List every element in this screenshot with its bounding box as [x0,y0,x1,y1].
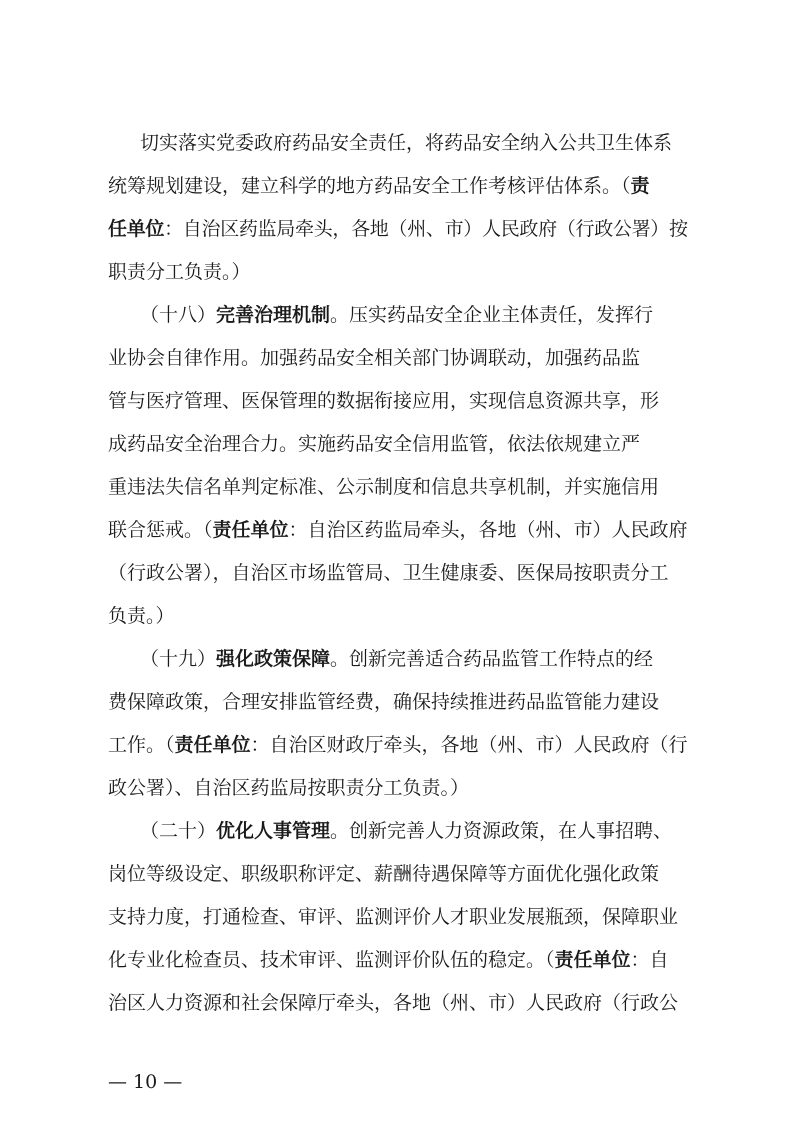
text-run: 政公署）、自治区药监局按职责分工负责。） [108,777,470,799]
paragraph-2-line-5 [108,474,688,500]
text-run: （十九） [140,648,217,670]
text-run: 负责。） [108,605,175,627]
paragraph-1-line-2 [108,173,688,199]
text-run: 。创新完善人力资源政策，在人事招聘、 [330,820,673,842]
bold-text: 责任单位 [174,734,251,756]
text-run: 治区人力资源和社会保障厅牵头，各地（州、市）人民政府（行政公 [108,992,679,1014]
paragraph-1-line-1 [140,130,688,156]
bold-text: 任单位 [108,218,165,240]
text-run: 重违法失信名单判定标准、公示制度和信息共享机制，并实施信用 [108,476,660,498]
text-run: 业协会自律作用。加强药品安全相关部门协调联动，加强药品监 [108,347,641,369]
text-run: 管与医疗管理、医保管理的数据衔接应用，实现信息资源共享，形 [108,390,660,412]
text-run: 联合惩戒。（ [108,519,213,541]
paragraph-1-line-4 [108,259,688,285]
bold-text: 责任单位 [554,949,631,971]
text-run: 工作。（ [108,734,175,756]
paragraph-3-line-3 [108,732,688,758]
text-run: （二十） [140,820,217,842]
text-run: 费保障政策，合理安排监管经费，确保持续推进药品监管能力建设 [108,691,660,713]
text-run: 支持力度，打通检查、审评、监测评价人才职业发展瓶颈，保障职业 [108,906,679,928]
paragraph-4-line-3 [108,904,688,930]
paragraph-2-line-3 [108,388,688,414]
text-run: （行政公署），自治区市场监管局、卫生健康委、医保局按职责分工 [108,562,669,584]
bold-text: 强化政策保障 [216,648,331,670]
text-run: 统筹规划建设，建立科学的地方药品安全工作考核评估体系。（ [108,175,631,197]
paragraph-4-line-4 [108,947,688,973]
paragraph-4-line-1 [140,818,688,844]
text-run: ：自治区财政厅牵头，各地（州、市）人民政府（行 [250,734,688,756]
page-number: — 10 — [108,1071,183,1093]
bold-text: 完善治理机制 [216,304,331,326]
paragraph-2-line-7 [108,560,688,586]
paragraph-3-line-2 [108,689,688,715]
paragraph-1-line-3 [108,216,688,242]
text-run: 。压实药品安全企业主体责任，发挥行 [330,304,654,326]
text-run: 切实落实党委政府药品安全责任，将药品安全纳入公共卫生体系 [140,132,673,154]
text-run: 职责分工负责。） [108,261,251,283]
text-run: 成药品安全治理合力。实施药品安全信用监管，依法依规建立严 [108,433,641,455]
bold-text: 责 [630,175,650,197]
paragraph-4-line-2 [108,861,688,887]
bold-text: 责任单位 [212,519,289,541]
paragraph-2-line-4 [108,431,688,457]
paragraph-2-line-1 [140,302,688,328]
text-run: 。创新完善适合药品监管工作特点的经 [330,648,654,670]
text-run: 岗位等级设定、职级职称评定、薪酬待遇保障等方面优化强化政策 [108,863,660,885]
paragraph-3-line-1 [140,646,688,672]
text-run: ：自治区药监局牵头，各地（州、市）人民政府（行政公署）按 [164,218,688,240]
paragraph-2-line-6 [108,517,688,543]
paragraph-2-line-8 [108,603,688,629]
paragraph-2-line-2 [108,345,688,371]
paragraph-4-line-5 [108,990,688,1016]
text-run: ：自 [630,949,669,971]
text-run: 化专业化检查员、技术审评、监测评价队伍的稳定。（ [108,949,555,971]
paragraph-3-line-4 [108,775,688,801]
bold-text: 优化人事管理 [216,820,331,842]
text-run: （十八） [140,304,217,326]
text-run: ：自治区药监局牵头，各地（州、市）人民政府 [288,519,688,541]
